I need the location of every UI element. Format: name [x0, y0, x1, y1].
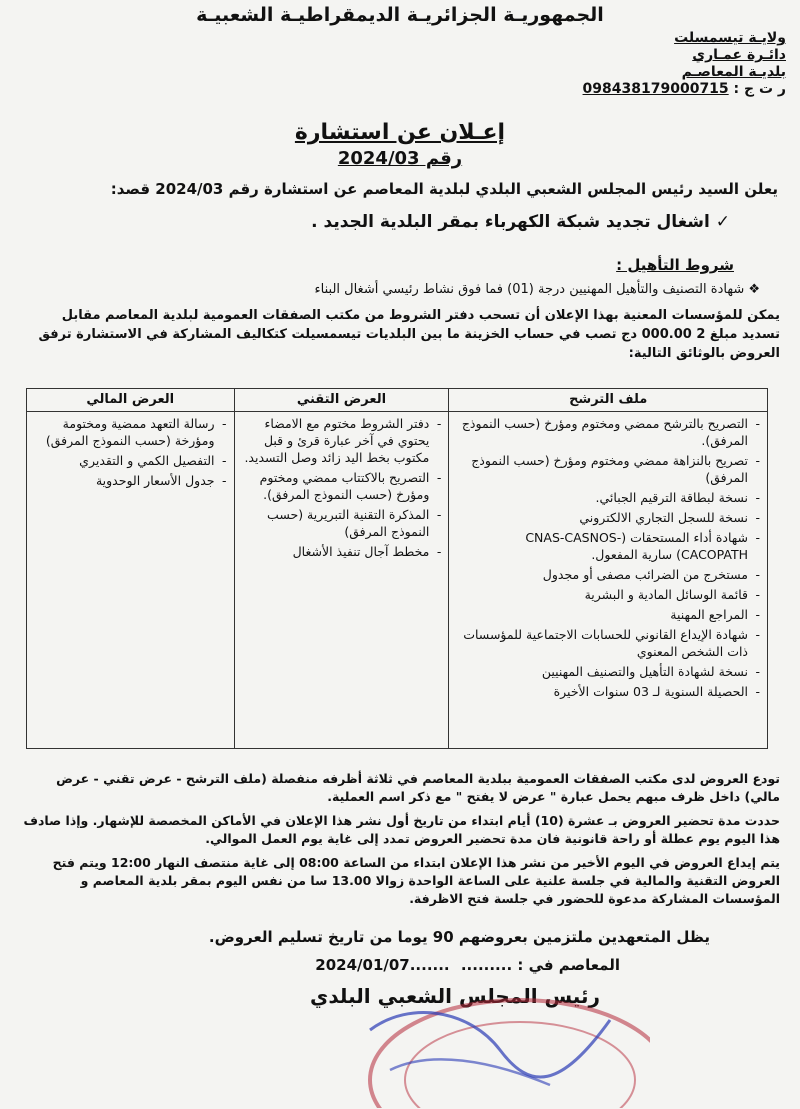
commune-line: بلديـة المعاصـم [681, 64, 786, 80]
list-item: - جدول الأسعار الوحدوية [32, 472, 215, 489]
conditions-item: ❖ شهادة التصنيف والتأهيل المهنيين درجة (01) فما فوق نشاط رئيسي أشغال البناء [314, 282, 760, 297]
list-item: - نسخة لبطاقة الترقيم الجبائي. [454, 489, 748, 506]
list-item: - مخطط آجال تنفيذ الأشغال [240, 543, 430, 560]
tax-number: 098438179000715 [582, 81, 729, 97]
header-financial: العرض المالي [27, 389, 235, 412]
opening-paragraph: يتم إيداع العروض في اليوم الأخير من نشر هذا الإعلان ابتداء من الساعة 08:00 إلى غاية منتصف النهار 12:00 ويتم فتح العروض التقنية والمالية في جلسة علنية على الساعة الواحدة زوالا 13.00 سا من نفس اليوم بمقر بلدية المعاصم و المؤسسات المشاركة مدعوة للحضور في جلسة فتح الاظرفة. [52, 855, 780, 906]
list-item: - رسالة التعهد ممضية ومختومة ومؤرخة (حسب النموذج المرفق) [32, 415, 215, 449]
list-item: - التصريح بالاكتتاب ممضي ومختوم ومؤرخ (حسب النموذج المرفق). [240, 469, 430, 503]
list-item: - شهادة الإيداع القانوني للحسابات الاجتماعية للمؤسسات ذات الشخص المعنوي [454, 626, 748, 660]
list-item: - نسخة للسجل التجاري الالكتروني [454, 509, 748, 526]
tax-label: ر ت ج : [733, 81, 786, 97]
official-stamp-icon [350, 990, 650, 1108]
announcement-title: إعـلان عن استشارة [294, 120, 506, 145]
signer-title: رئيس المجلس الشعبي البلدي [310, 984, 600, 1008]
date-label: المعاصم في : ......... [460, 956, 620, 974]
wilaya-line: ولايـة تيسمسلت [674, 30, 786, 46]
withdrawal-paragraph: يمكن للمؤسسات المعنية بهذا الإعلان أن تسحب دفتر الشروط من مكتب الصفقات العمومية لبلدية المعاصم مقابل تسديد مبلغ 2 000.00 دج تصب في حساب الخزينة ما بين البلديات تيسمسيلت كتكاليف المشاركة في الاستشارة ترفق العروض بالوثائق التالية: [38, 308, 780, 361]
list-item: - التفصيل الكمي و التقديري [32, 452, 215, 469]
table-row [27, 412, 768, 749]
conditions-heading: شروط التأهيل : [616, 256, 734, 274]
submission-terms [20, 770, 780, 914]
deposit-paragraph: تودع العروض لدى مكتب الصفقات العمومية ببلدية المعاصم في ثلاثة أظرفه منفصلة (ملف الترشح - عرض تقني - عرض مالي) داخل ظرف مبهم يحمل عبارة " عرض لا يفتح " مع ذكر اسم العملية. [56, 771, 780, 804]
header-technical: العرض التقني [234, 389, 449, 412]
candidacy-cell [449, 412, 768, 749]
daira-line: دائـرة عمـاري [692, 47, 786, 63]
announcement-number: رقم 2024/03 [337, 148, 463, 169]
table-header-row [27, 389, 768, 412]
list-item: - المذكرة التقنية التبريرية (حسب النموذج المرفق) [240, 506, 430, 540]
list-item: - التصريح بالترشح ممضي ومختوم ومؤرخ (حسب النموذج المرفق). [454, 415, 748, 449]
list-item: - شهادة أداء المستحقات (CNAS-CASNOS-CACOPATH) سارية المفعول. [454, 529, 748, 563]
admin-block [583, 30, 786, 98]
technical-cell [234, 412, 449, 749]
date-line [315, 956, 620, 974]
intro-text: يعلن السيد رئيس المجلس الشعبي البلدي لبلدية المعاصم عن استشارة رقم 2024/03 قصد: [110, 180, 778, 198]
list-item: - الحصيلة السنوية لـ 03 سنوات الأخيرة [454, 683, 748, 700]
list-item: - قائمة الوسائل المادية و البشرية [454, 586, 748, 603]
date-value: 2024/01/07....... [315, 956, 450, 974]
republic-header: الجمهوريـة الجزائريـة الديمقراطيـة الشعبيـة [196, 4, 604, 26]
list-item: - المراجع المهنية [454, 606, 748, 623]
commitment-text: يظل المتعهدين ملتزمين بعروضهم 90 يوما من تاريخ تسليم العروض. [208, 928, 710, 946]
project-title: ✓ اشغال تجديد شبكة الكهرباء بمقر البلدية الجديد . [311, 212, 730, 232]
financial-cell [27, 412, 235, 749]
header-candidacy: ملف الترشح [449, 389, 768, 412]
list-item: - نسخة لشهادة التأهيل والتصنيف المهنيين [454, 663, 748, 680]
list-item: - مستخرج من الضرائب مصفى أو مجدول [454, 566, 748, 583]
list-item: - تصريح بالنزاهة ممضي ومختوم ومؤرخ (حسب النموذج المرفق) [454, 452, 748, 486]
required-documents-table [26, 388, 768, 749]
duration-paragraph: حددت مدة تحضير العروض بـ عشرة (10) أيام ابتداء من تاريخ أول نشر هذا الإعلان في الأماكن المخصصة للإشهار. وإذا صادف هذا اليوم يوم عطلة أو راحة قانونية فان مدة تحضير العروض تمدد إلى غاية يوم العمل الموالي. [23, 813, 780, 846]
tax-line [583, 81, 786, 98]
list-item: - دفتر الشروط مختوم مع الامضاء يحتوي في آخر عبارة قرئ و قبل مكتوب بخط اليد زائد وصل التسديد. [240, 415, 430, 466]
